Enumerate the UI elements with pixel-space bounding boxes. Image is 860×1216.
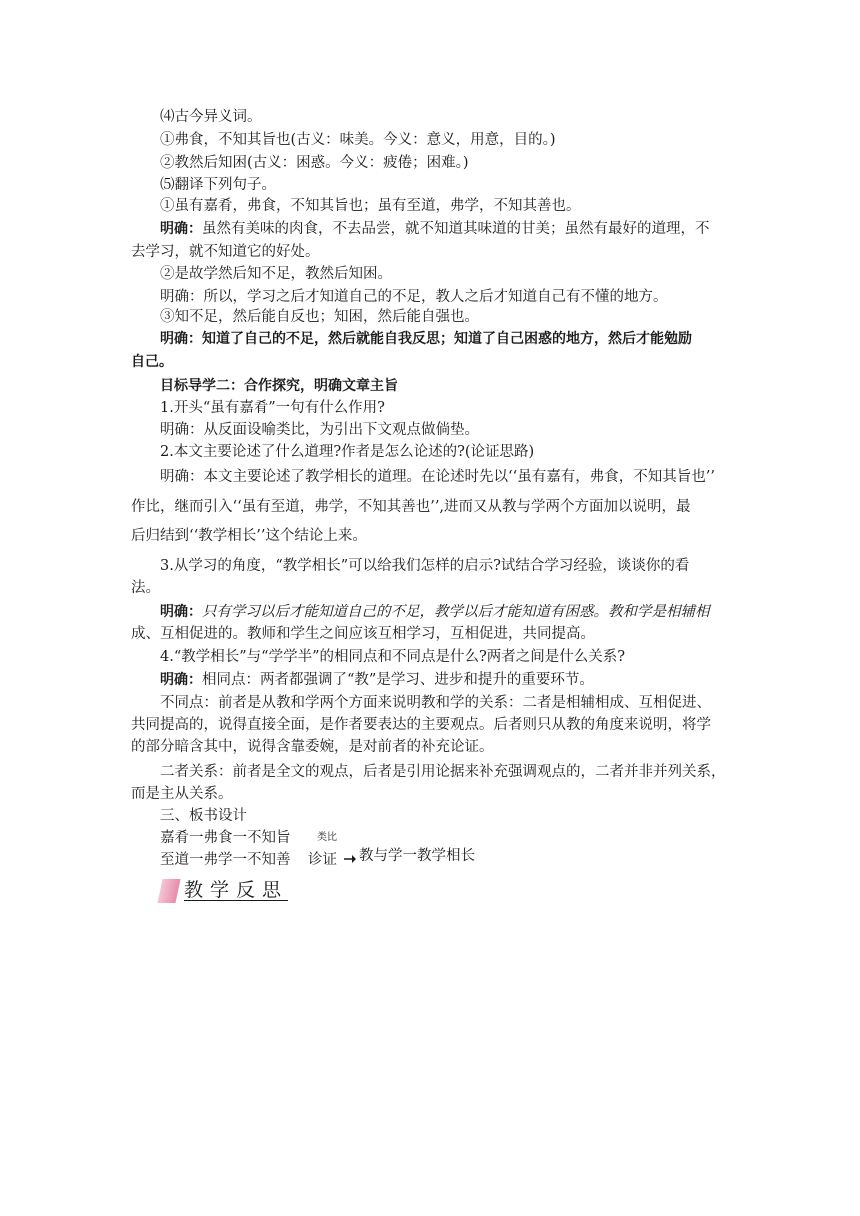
text-line: 成、互相促进的。教师和学生之间应该互相学习，互相促进，共同提高。: [131, 626, 595, 642]
answer-text: 只有学习以后才能知道自己的不足，教学以后才能知道有困惑。教和学是相辅相: [202, 604, 710, 620]
text-line: 二者关系：前者是全文的观点，后者是引用论据来补充强调观点的，二者并非并列关系，: [160, 764, 726, 780]
answer-text: 相同点：两者都强调了“教”是学习、进步和提升的重要环节。: [202, 672, 594, 688]
board-line: 嘉肴一弗食一不知旨: [160, 830, 291, 846]
answer-label: 明确：: [160, 604, 202, 620]
section-heading-board-design: 三、板书设计: [160, 808, 247, 824]
text-line: 后归结到‘‘教学相长’’这个结论上来。: [131, 528, 367, 544]
text-line: 法。: [131, 580, 160, 596]
answer-line: 明确：本文主要论述了教学相长的道理。在论述时先以‘‘虽有嘉有，弗食，不知其旨也’’: [160, 469, 715, 485]
decorative-bar-icon: [157, 879, 180, 903]
answer-line: 明确：所以，学习之后才知道自己的不足，教人之后才知道自己有不懂的地方。: [160, 289, 668, 305]
text-line: 而是主从关系。: [131, 786, 233, 802]
answer-label: 明确：: [160, 672, 202, 688]
text-line: 共同提高的，说得直接全面，是作者要表达的主要观点。后者则只从教的角度来说明，将学: [131, 717, 711, 733]
answer-line: [160, 219, 710, 239]
board-annotation: 诊证: [308, 852, 337, 868]
section-heading-translate: ⑸翻译下列句子。: [160, 177, 276, 193]
board-line: 教与学一教学相长: [359, 848, 475, 864]
answer-line: 明确：从反面设喻类比，为引出下文观点做倘垫。: [160, 422, 479, 438]
text-line: 的部分暗含其中，说得含靠委婉，是对前者的补充论证。: [131, 739, 494, 755]
text-line: 去学习，就不知道它的好处。: [131, 244, 320, 260]
text-line: ①弗食，不知其旨也(古义：味美。今义：意义，用意，目的。): [160, 132, 556, 148]
answer-line-bold: 自己。: [131, 354, 173, 370]
answer-line: [160, 602, 710, 622]
board-annotation: 类比: [317, 832, 337, 843]
right-arrow-icon: [343, 852, 357, 866]
answer-line: [160, 670, 594, 690]
answer-label: 明确：: [160, 221, 202, 237]
question-line: 2.本文主要论述了什么道理?作者是怎么论述的?(论证思路): [160, 444, 535, 460]
text-line: ①虽有嘉肴，弗食，不知其旨也；虽有至道，弗学，不知其善也。: [160, 198, 581, 214]
reflection-title: 教学反思: [184, 879, 289, 901]
text-line: 不同点：前者是从教和学两个方面来说明教和学的关系：二者是相辅相成、互相促进、: [160, 695, 711, 711]
text-line: ③知不足，然后能自反也；知困，然后能自强也。: [160, 309, 479, 325]
answer-line-bold: 明确：知道了自己的不足，然后就能自我反思；知道了自己困惑的地方，然后才能勉励: [160, 331, 692, 347]
text-line: ②是故学然后知不足，教然后知困。: [160, 266, 392, 282]
text-line: ②教然后知困(古义：困惑。今义：疲倦；困难。): [160, 155, 469, 171]
text-line: 作比，继而引入‘‘虽有至道，弗学，不知其善也’’,进而又从教与学两个方面加以说明，最: [131, 499, 691, 515]
section-heading-ancient-modern: ⑷古今异义词。: [160, 109, 262, 125]
question-line: 1.开头“虽有嘉肴”一句有什么作用?: [160, 400, 385, 416]
question-line: 4.“教学相长”与“学学半”的相同点和不同点是什么?两者之间是什么关系?: [160, 649, 626, 665]
section-heading-goal-two: 目标导学二：合作探究，明确文章主旨: [160, 378, 398, 394]
answer-text: 虽然有美味的肉食，不去品尝，就不知道其味道的甘美；虽然有最好的道理，不: [202, 221, 710, 237]
board-line: 至道一弗学一不知善: [160, 852, 291, 868]
question-line: 3.从学习的角度，“教学相长”可以给我们怎样的启示?试结合学习经验，谈谈你的看: [160, 558, 690, 574]
